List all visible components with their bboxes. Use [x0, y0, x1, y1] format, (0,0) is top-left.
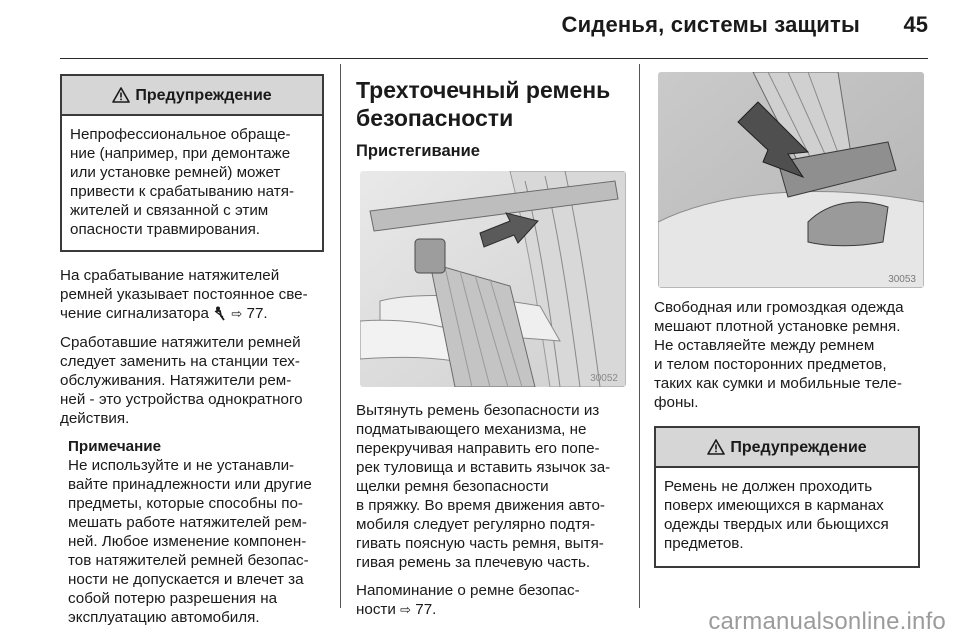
middle-column: [356, 72, 630, 629]
paragraph-pretensioner-replace: [60, 333, 332, 428]
section-heading: Трехточечный ремень безопасности: [356, 77, 611, 131]
text-line: опасности травмирования.: [70, 221, 261, 238]
text-line: чение сигнализатора: [60, 305, 209, 322]
text-line: жителей и связанной с этим: [70, 202, 269, 219]
text-line: поверх имеющихся в карманах: [664, 497, 884, 514]
text-line: тов натяжителей ремней безопас-: [68, 552, 309, 569]
text-line: ней. Любое изменение компонен-: [68, 533, 307, 550]
left-column: [60, 74, 332, 627]
warning-box-header: [62, 76, 322, 116]
right-column: [654, 72, 930, 568]
text-line: ней - это устройства однократного: [60, 391, 303, 408]
text-line: следует заменить на станции тех-: [60, 353, 300, 370]
illustration-belt-latch: [658, 72, 924, 288]
text-line: предметы, которые способны по-: [68, 495, 303, 512]
text-line: собой потерю разрешения на: [68, 590, 278, 607]
page-reference[interactable]: 77.: [415, 601, 437, 618]
text-line: На срабатывание натяжителей: [60, 267, 280, 284]
warning-triangle-icon: [112, 87, 130, 103]
illustration-buckling-belt: [360, 171, 626, 387]
figure-code: 30052: [590, 373, 618, 384]
reference-arrow-icon: ⇨: [231, 307, 243, 322]
column-divider-left: [340, 64, 341, 608]
text-line: действия.: [60, 410, 130, 427]
warning-box: [60, 74, 324, 252]
column-divider-right: [639, 64, 640, 608]
text-line: одежды твердых или бьющихся: [664, 516, 889, 533]
text-line: обслуживания. Натяжители рем-: [60, 372, 292, 389]
note-block: [60, 437, 332, 627]
text-line: ремней указывает постоянное све-: [60, 286, 308, 303]
warning-triangle-icon: [707, 439, 725, 455]
text-line: ности не допускается и влечет за: [68, 571, 304, 588]
text-line: Не используйте и не устанавли-: [68, 457, 295, 474]
warning-title: Предупреждение: [730, 438, 867, 456]
warning-body: [62, 116, 322, 250]
warning-title: Предупреждение: [135, 86, 272, 104]
paragraph-buckling-instructions: Вытянуть ремень безопасности из подматывающего механизма, не перекручивая направить его попе- рек туловища и вставить язычок за- щелки ремня безопасности в пряжку. Во время движения авто- мобиля следует регулярно подтя- гивать поясную часть ремня, вытя- гивая ремень за плечевую часть.: [356, 402, 611, 571]
watermark: carmanualsonline.info: [708, 608, 946, 635]
text-line: эксплуатацию автомобиля.: [68, 609, 260, 626]
paragraph-belt-reminder: Напоминание о ремне безопас- ности ⇨ 77.: [356, 582, 580, 618]
text-line: или установке ремней) может: [70, 164, 281, 181]
warning-body: [656, 468, 918, 566]
text-line: Непрофессиональное обраще-: [70, 126, 291, 143]
paragraph-clothing-advice: Свободная или громоздкая одежда мешают плотной установке ремня. Не оставляейте между ремнем и телом посторонних предметов, таких как сумки и мобильные теле- фоны.: [654, 299, 904, 411]
header-rule: [60, 58, 928, 59]
page-reference[interactable]: 77.: [246, 305, 268, 322]
paragraph-pretensioner-indicator: [60, 266, 332, 324]
reference-arrow-icon: ⇨: [400, 603, 412, 618]
text-line: Ремень не должен проходить: [664, 478, 873, 495]
text-line: предметов.: [664, 535, 744, 552]
text-line: мешать работе натяжителей рем-: [68, 514, 307, 531]
warning-box-header: [656, 428, 918, 468]
note-title: Примечание: [68, 438, 162, 455]
text-line: вайте принадлежности или другие: [68, 476, 312, 493]
text-line: привести к срабатыванию натя-: [70, 183, 294, 200]
text-line: Сработавшие натяжители ремней: [60, 334, 301, 351]
warning-box: [654, 426, 920, 568]
page-number: 45: [903, 12, 928, 37]
page-header-title: Сиденья, системы защиты: [561, 12, 860, 37]
text-line: ние (например, при демонтаже: [70, 145, 291, 162]
figure-code: 30053: [888, 274, 916, 285]
seatbelt-indicator-icon: [213, 306, 227, 321]
subsection-heading: Пристегивание: [356, 142, 480, 160]
